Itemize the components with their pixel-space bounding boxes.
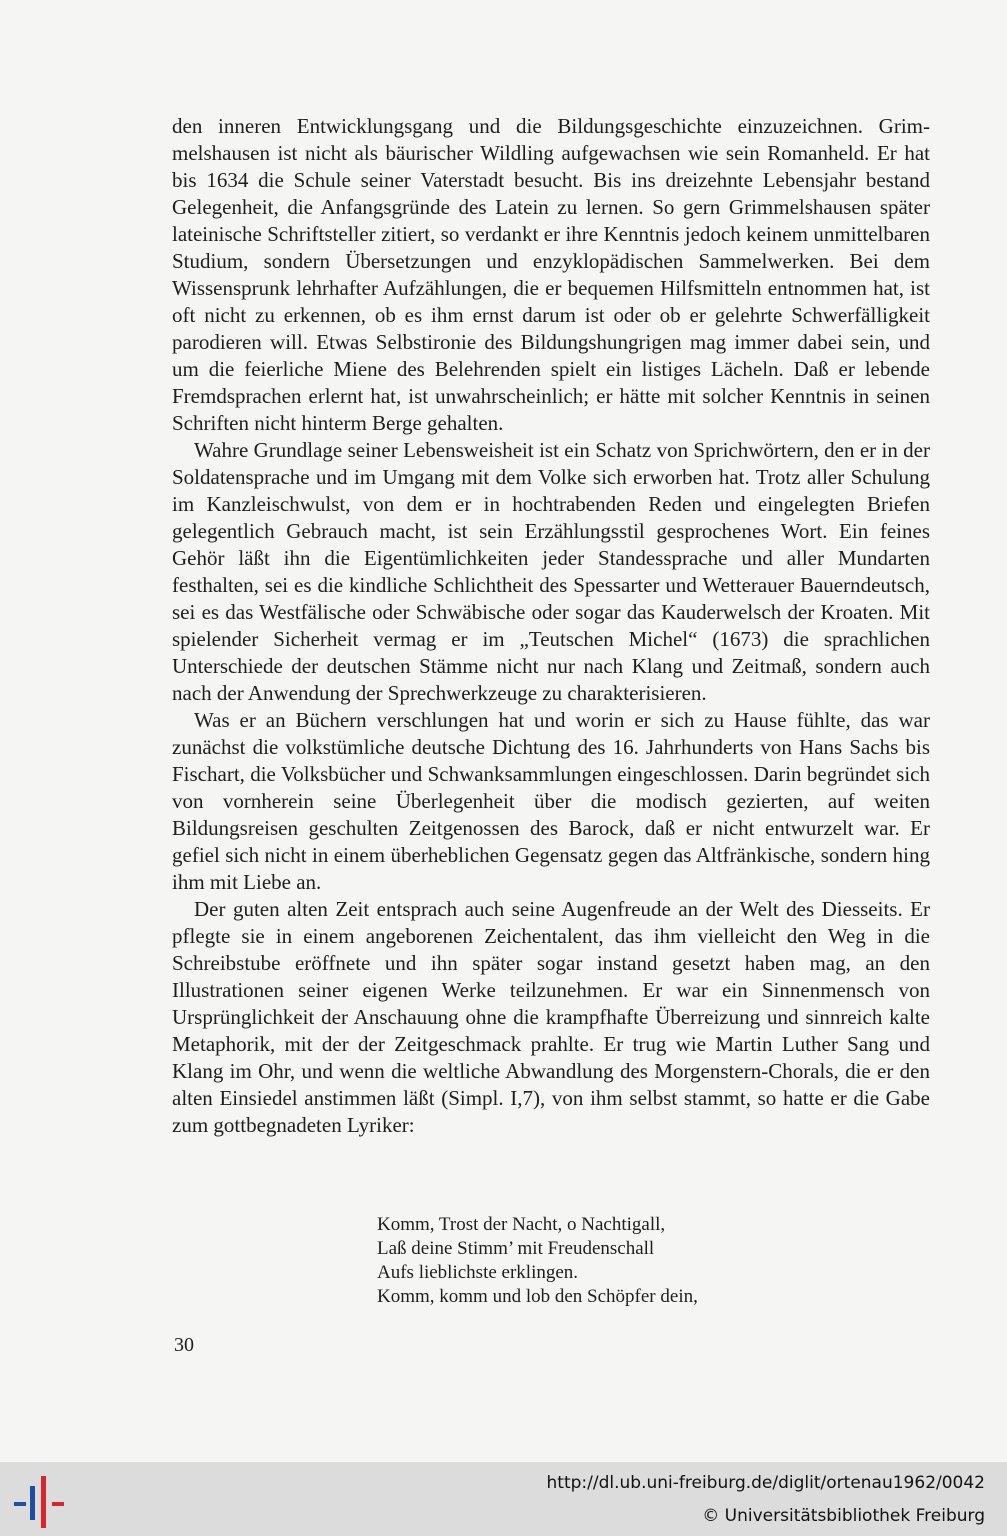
- paragraph-3: Was er an Büchern verschlungen hat und worin er sich zu Hause fühlte, das war zunächst die volkstümliche deutsche Dichtung des 16. Jahrhunderts von Hans Sachs bis Fischart, die Volksbücher und Schwanksammlungen eingeschlossen. Darin begründet sich von vornherein seine Überlegenheit über die modisch gezierten, auf weiten Bildungsreisen geschulten Zeitgenossen des Barock, daß er nicht entwurzelt war. Er gefiel sich nicht in einem überheblichen Gegensatz gegen das Altfränkische, sondern hing ihm mit Liebe an.: [172, 708, 930, 894]
- paragraph-1: den inneren Entwicklungsgang und die Bildungsgeschichte einzuzeichnen. Grimmelshausen ist nicht als bäurischer Wildling aufgewachsen wie sein Romanheld. Er hat bis 1634 die Schule seiner Vaterstadt besucht. Bis ins dreizehnte Lebensjahr bestand Gelegenheit, die Anfangsgründe des Latein zu lernen. So gern Grimmelshausen später lateinische Schriftsteller zitiert, so verdankt er ihre Kenntnis jedoch keinem unmittelbaren Studium, sondern Übersetzungen und enzyklopädischen Sammelwerken. Bei dem Wissensprunk lehrhafter Aufzählungen, die er bequemen Hilfsmitteln entnommen hat, ist oft nicht zu erkennen, ob es ihm ernst darum ist oder ob er gelehrte Schwerfälligkeit parodieren will. Etwas Selbstironie des Bildungshungrigen mag immer dabei sein, und um die feierliche Miene des Belehrenden spielt ein listiges Lächeln. Daß er lebende Fremdsprachen erlernt hat, ist unwahrscheinlich; er hätte mit solcher Kenntnis in seinen Schriften nicht hinterm Berge gehalten.: [172, 114, 930, 435]
- permalink-url[interactable]: http://dl.ub.uni-freiburg.de/diglit/ortenau1962/0042: [546, 1473, 985, 1493]
- footer-bar: [0, 1462, 1007, 1536]
- copyright-notice: © Universitätsbibliothek Freiburg: [702, 1506, 985, 1526]
- body-text: [172, 113, 930, 1139]
- poem-line: Laß deine Stimm’ mit Freudenschall: [377, 1238, 655, 1259]
- poem-quote: [377, 1213, 698, 1309]
- poem-line: Komm, komm und lob den Schöpfer dein,: [377, 1286, 698, 1307]
- paragraph-2: Wahre Grundlage seiner Lebensweisheit ist ein Schatz von Sprichwörtern, den er in der Soldatensprache und im Umgang mit dem Volke sich erworben hat. Trotz aller Schulung im Kanzleischwulst, von dem er in hochtrabenden Reden und eingelegten Briefen gelegentlich Gebrauch macht, ist sein Erzählungsstil gesprochenes Wort. Ein feines Gehör läßt ihn die Eigentümlichkeiten jeder Standessprache und aller Mundarten festhalten, sei es die kindliche Schlichtheit des Spessarter und Wetterauer Bauerndeutsch, sei es das Westfälische oder Schwäbische oder sogar das Kauderwelsch der Kroaten. Mit spielender Sicherheit vermag er im „Teutschen Michel“ (1673) die sprachlichen Unterschiede der deutschen Stämme nicht nur nach Klang und Zeitmaß, sondern auch nach der Anwendung der Sprechwerkzeuge zu charakterisieren.: [172, 438, 930, 705]
- poem-line: Komm, Trost der Nacht, o Nachtigall,: [377, 1214, 666, 1235]
- paragraph-4: Der guten alten Zeit entsprach auch seine Augenfreude an der Welt des Diesseits. Er pflegte sie in einem angeborenen Zeichentalent, das ihm vielleicht den Weg in die Schreibstube eröffnete und ihn später sogar instand gesetzt haben mag, an den Illustrationen seiner eigenen Werke teilzunehmen. Er war ein Sinnenmensch von Ursprünglichkeit der Anschauung ohne die krampfhafte Überreizung und sinnreich kalte Metaphorik, mit der der Zeitgeschmack prahlte. Er trug wie Martin Luther Sang und Klang im Ohr, und wenn die weltliche Abwandlung des Morgenstern-Chorals, die er den alten Einsiedel anstimmen läßt (Simpl. I,7), von ihm selbst stammt, so hatte er die Gabe zum gottbegnadeten Lyriker:: [172, 897, 930, 1137]
- ub-freiburg-logo-icon: [14, 1476, 66, 1528]
- page-number: 30: [174, 1334, 194, 1356]
- poem-line: Aufs lieblichste erklingen.: [377, 1262, 579, 1283]
